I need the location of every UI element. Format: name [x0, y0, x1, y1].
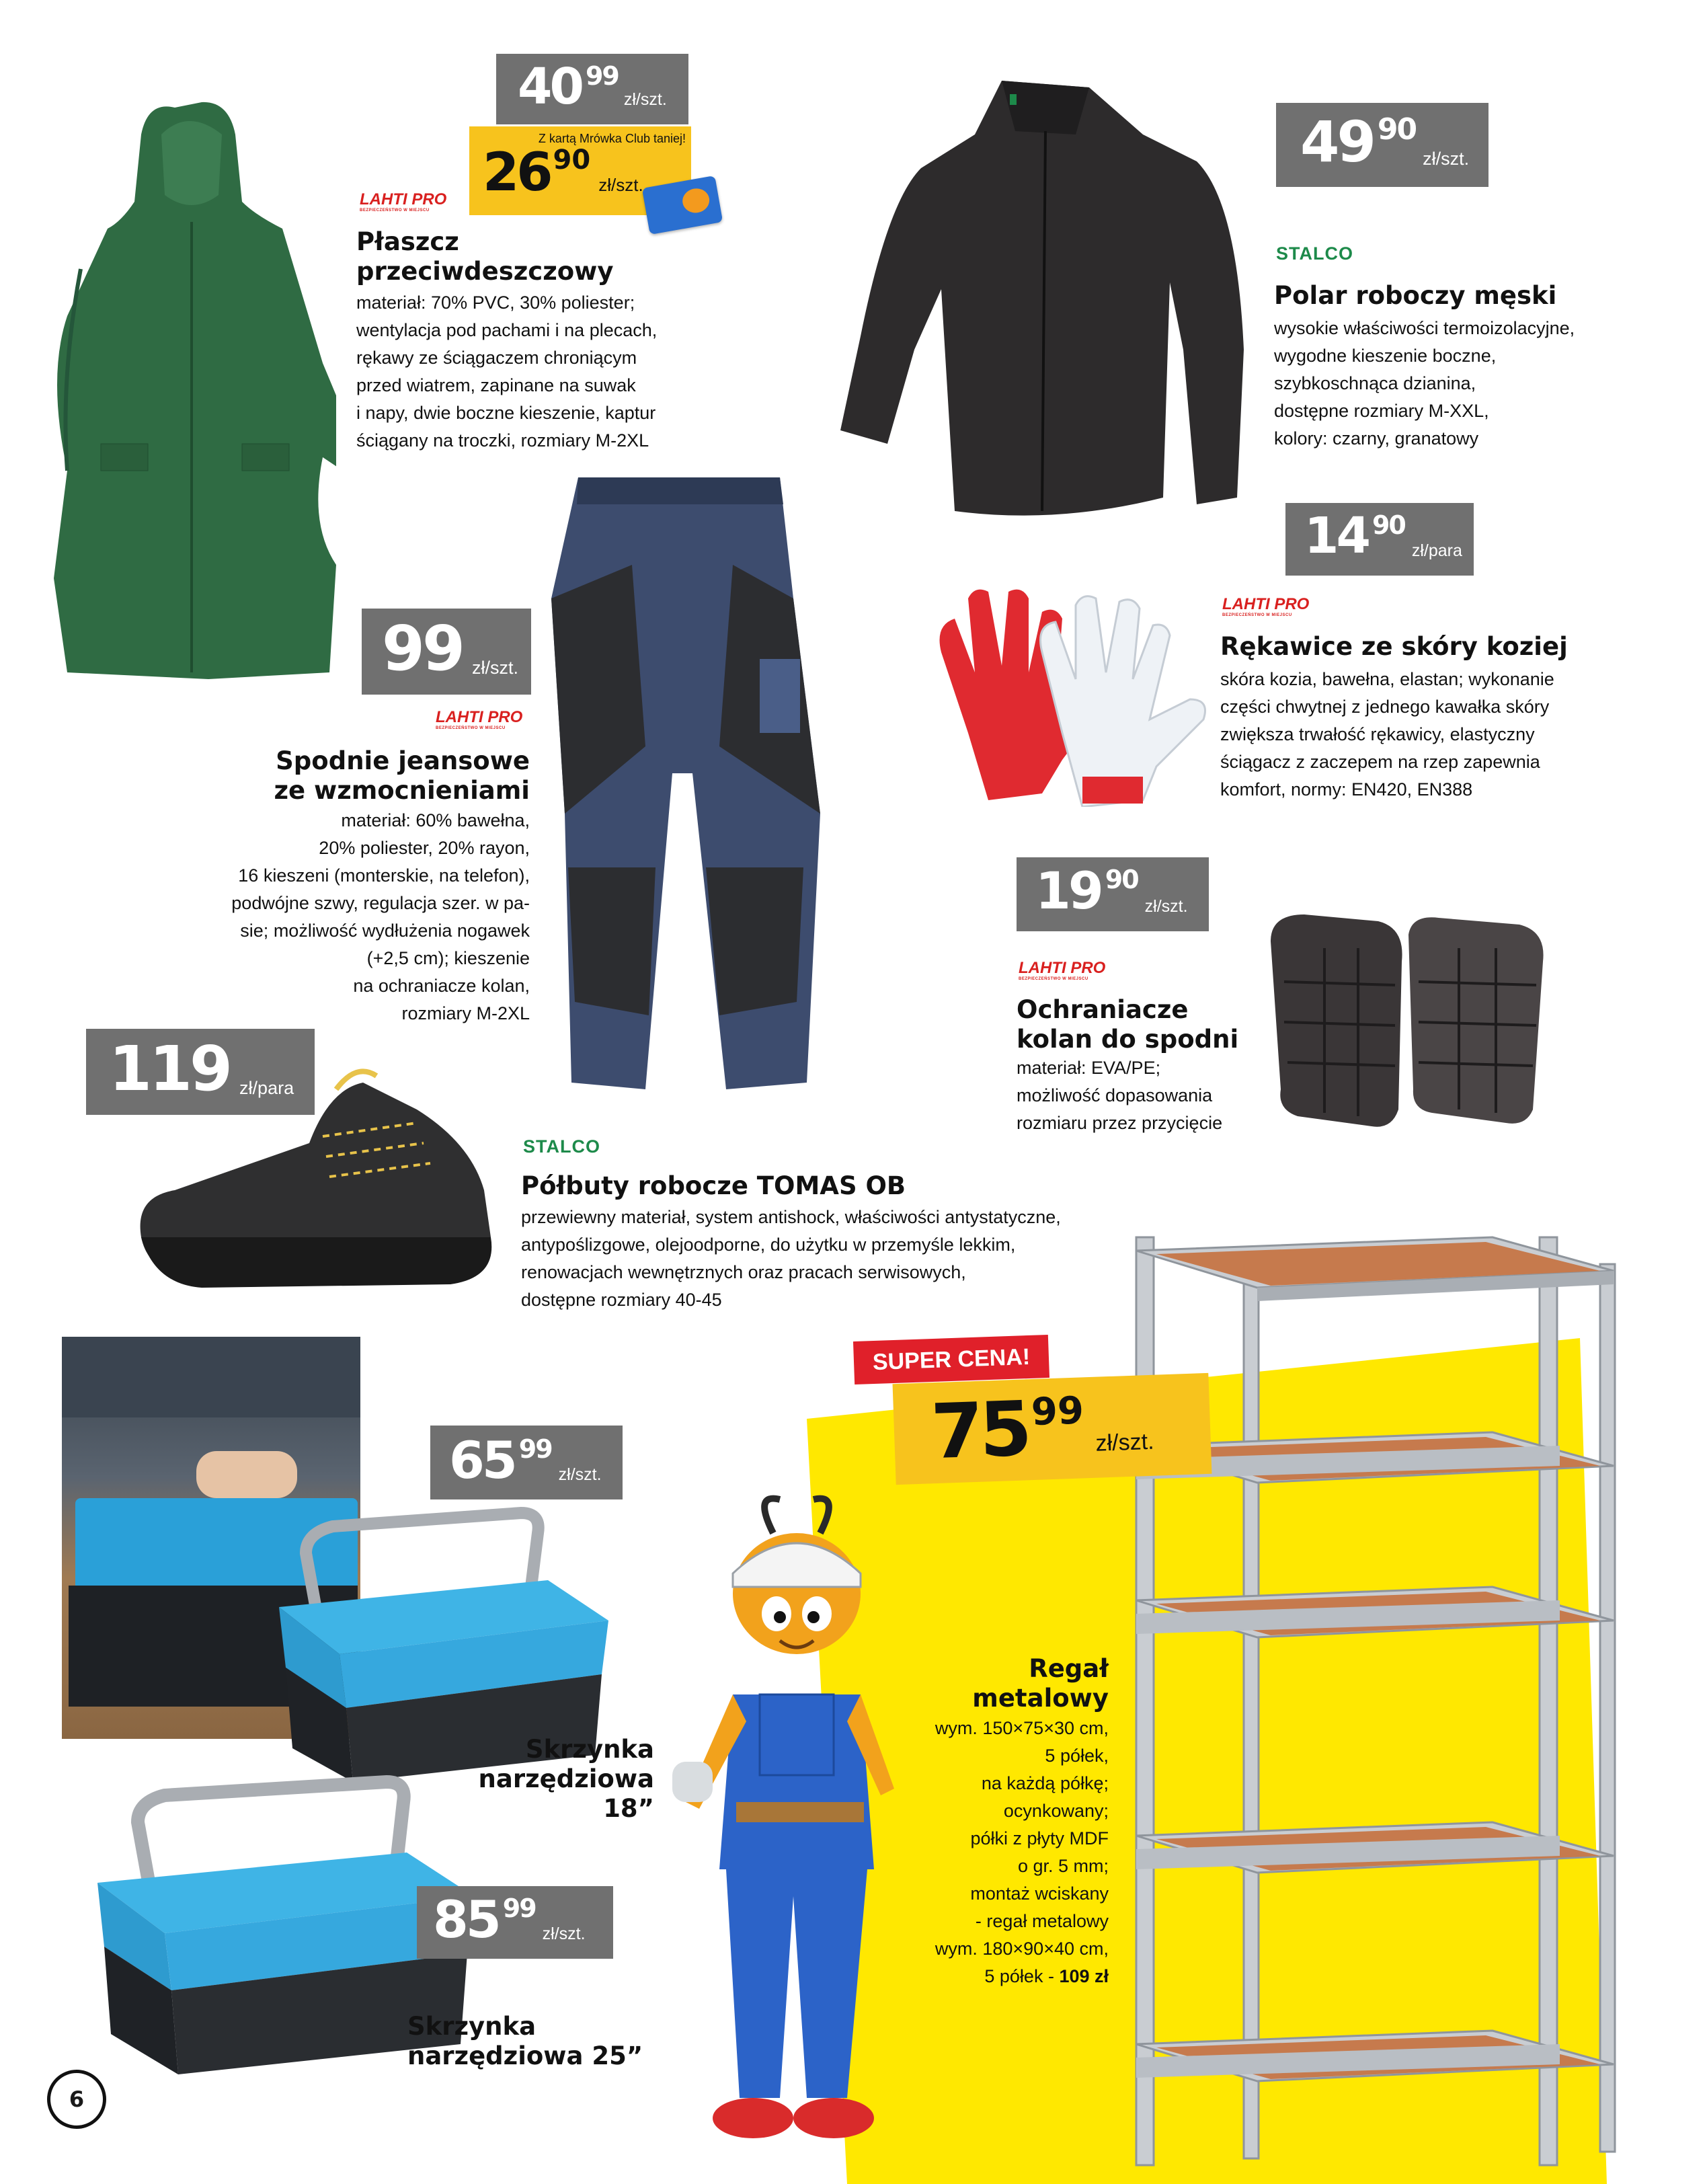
shoes-brand-logo: STALCO [523, 1136, 600, 1157]
price-cents: 90 [1105, 865, 1138, 894]
price-unit: zł/para [239, 1078, 294, 1098]
super-price-text: SUPER CENA! [872, 1343, 1031, 1375]
fleece-brand-logo: STALCO [1276, 243, 1353, 264]
trousers-title: Spodnie jeansowe ze wzmocnieniami [274, 746, 530, 805]
price-main: 40 [518, 58, 582, 116]
kneepads-image [1257, 908, 1560, 1130]
shelf-price-box [893, 1373, 1212, 1485]
toolbox18-title: Skrzynka narzędziowa 18” [478, 1735, 654, 1823]
price-cents: 90 [1377, 112, 1417, 147]
price-cents: 99 [502, 1894, 536, 1923]
shelf-alt-price: 109 zł [1059, 1966, 1109, 1986]
trousers-description: materiał: 60% bawełna, 20% poliester, 20% rayon, 16 kieszeni (monterskie, na telefon), podwójne szwy, regulacja szer. w pa- sie; możliwość wydłużenia nogawek (+2,5 cm); kieszenie na ochraniacze kolan, rozmiary M-2XL [231, 810, 530, 1023]
kneepads-description: materiał: EVA/PE; możliwość dopasowania rozmiaru przez przycięcie [1017, 1058, 1223, 1133]
toolbox18-price-tag [430, 1426, 623, 1499]
price-unit: zł/szt. [558, 1465, 602, 1484]
price-main: 49 [1300, 109, 1374, 175]
club-price [483, 143, 643, 203]
price-unit: zł/szt. [1423, 149, 1470, 169]
club-price-cents: 90 [553, 145, 591, 176]
gloves-description: skóra kozia, bawełna, elastan; wykonanie części chwytnej z jednego kawałka skóry zwiększa trwałość rękawicy, elastyczny ściągacz z zaczepem na rzep zapewnia komfort, normy: EN420, EN388 [1220, 669, 1554, 800]
price-main: 14 [1304, 507, 1368, 565]
gloves-title: Rękawice ze skóry koziej [1220, 632, 1568, 661]
gloves-image [928, 585, 1210, 807]
trousers-price-tag [362, 609, 531, 695]
ant-mascot-illustration [672, 1493, 914, 2158]
metal-shelf-image [1129, 1224, 1627, 2179]
toolbox25-price-tag [417, 1886, 613, 1959]
page-number: 6 [69, 2086, 85, 2112]
shoes-image [134, 1062, 511, 1304]
raincoat-brand-logo: LAHTI PRO BEZPIECZEŃSTWO W MIEJSCU [360, 190, 447, 212]
price-main: 19 [1035, 861, 1101, 921]
price-main: 65 [449, 1430, 515, 1490]
price-main: 99 [382, 613, 463, 685]
shoes-title: Półbuty robocze TOMAS OB [521, 1171, 906, 1200]
fleece-title: Polar roboczy męski [1274, 281, 1557, 310]
gloves-price-tag [1285, 503, 1474, 576]
price-cents: 90 [1372, 510, 1405, 540]
price-main: 119 [109, 1033, 231, 1105]
price-unit: zł/para [1411, 541, 1462, 560]
gloves-brand-logo: LAHTI PRO BEZPIECZEŃSTWO W MIEJSCU [1222, 595, 1310, 617]
club-text: Z kartą Mrówka Club taniej! [538, 132, 686, 145]
price-main: 75 [929, 1385, 1030, 1477]
shelf-description: wym. 150×75×30 cm, 5 półek, na każdą półkę; ocynkowany; półki z płyty MDF o gr. 5 mm; montaż wciskany - regał metalowy wym. 180×90×40 cm, 5 półek - 109 zł [935, 1718, 1109, 1986]
raincoat-image [40, 94, 336, 686]
raincoat-title: Płaszcz przeciwdeszczowy [356, 227, 614, 286]
raincoat-price-tag [496, 54, 688, 124]
price-unit: zł/szt. [542, 1924, 586, 1943]
price-unit: zł/szt. [1095, 1428, 1155, 1456]
price-unit: zł/szt. [472, 658, 519, 678]
club-price-unit: zł/szt. [598, 175, 643, 195]
page-number-badge [47, 2070, 106, 2129]
price-main: 85 [433, 1889, 499, 1949]
super-price-label [853, 1335, 1049, 1384]
toolbox25-title: Skrzynka narzędziowa 25” [407, 2012, 643, 2070]
club-price-main: 26 [483, 143, 551, 203]
kneepads-title: Ochraniacze kolan do spodni [1017, 995, 1239, 1054]
fleece-description: wysokie właściwości termoizolacyjne, wygodne kieszenie boczne, szybkoschnąca dzianina, dostępne rozmiary M-XXL, kolory: czarny, granatowy [1274, 318, 1575, 448]
price-cents: 99 [518, 1434, 552, 1464]
shoes-description: przewiewny materiał, system antishock, właściwości antystatyczne, antypoślizgowe, olejoodporne, do użytku w przemyśle lekkim, renowacjach wewnętrznych oraz pracach serwisowych, dostępne rozmiary 40-45 [521, 1207, 1061, 1310]
price-cents: 99 [585, 61, 619, 91]
kneepads-brand-logo: LAHTI PRO BEZPIECZEŃSTWO W MIEJSCU [1019, 959, 1106, 981]
price-cents: 99 [1030, 1389, 1085, 1435]
raincoat-description: materiał: 70% PVC, 30% poliester; wentylacja pod pachami i na plecach, rękawy ze ściągaczem chroniącym przed wiatrem, zapinane na suwak i napy, dwie boczne kieszenie, kaptur ściągany na troczki, rozmiary M-2XL [356, 292, 658, 451]
trousers-brand-logo: LAHTI PRO BEZPIECZEŃSTWO W MIEJSCU [436, 708, 523, 730]
price-unit: zł/szt. [1144, 897, 1188, 916]
price-unit: zł/szt. [623, 90, 667, 109]
trousers-image [538, 464, 834, 1096]
shelf-title: Regał metalowy [972, 1654, 1109, 1713]
fleece-price-tag [1276, 103, 1488, 187]
fleece-jacket-image [834, 67, 1251, 524]
kneepads-price-tag [1017, 857, 1209, 931]
